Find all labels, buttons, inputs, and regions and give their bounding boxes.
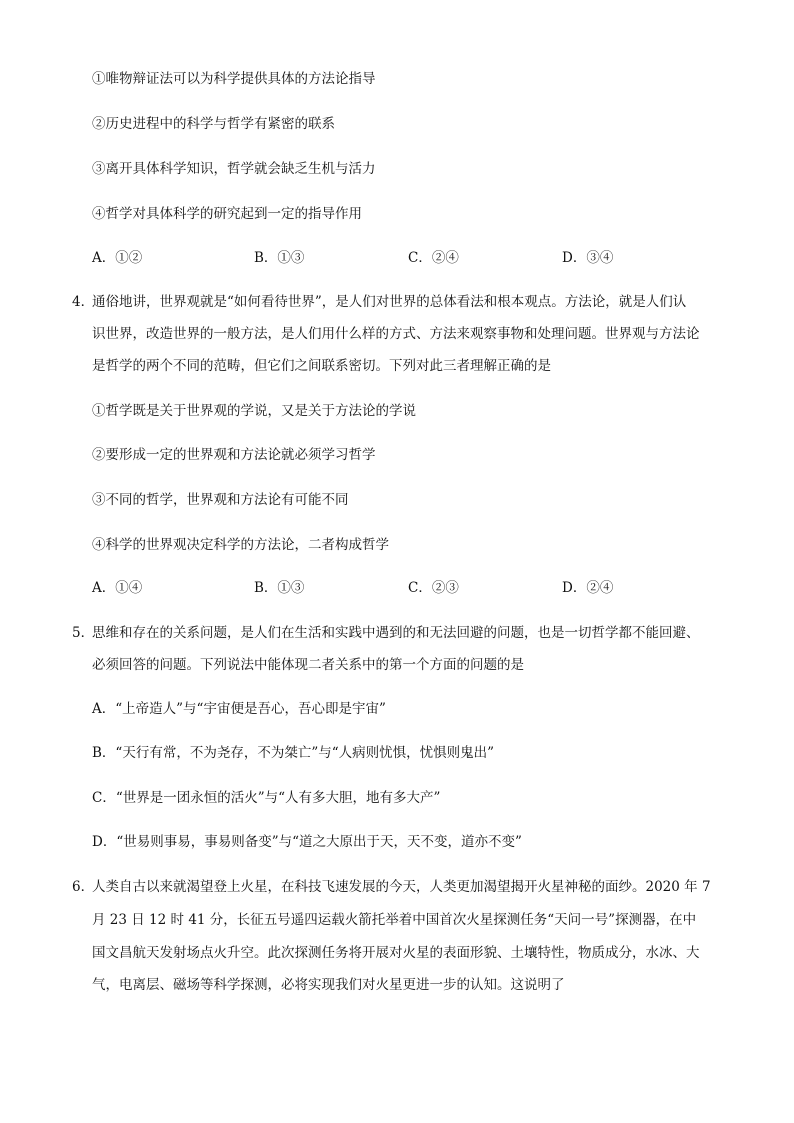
q3-options (92, 246, 732, 266)
q6-stem-line-4: 气，电离层、磁场等科学探测，必将实现我们对火星更进一步的认知。这说明了 (92, 977, 565, 993)
q3-option-c[interactable]: C．②④ (408, 250, 459, 266)
q6-stem-line-2: 月 23 日 12 时 41 分，长征五号遥四运载火箭托举着中国首次火星探测任务“天问一号”探测器，在中 (92, 912, 697, 928)
q4-options (92, 576, 732, 596)
q4-stem-line-2: 识世界，改造世界的一般方法，是人们用什么样的方式、方法来观察事物和处理问题。世界观与方法论 (92, 326, 700, 342)
q3-option-b[interactable]: B．①③ (254, 250, 305, 266)
q4-statement-4: ④科学的世界观决定科学的方法论，二者构成哲学 (92, 537, 389, 553)
q6-number: 6． (72, 879, 95, 895)
q5-number: 5． (72, 625, 95, 641)
q3-statement-2: ②历史进程中的科学与哲学有紧密的联系 (92, 116, 335, 132)
q3-statement-3: ③离开具体科学知识，哲学就会缺乏生机与活力 (92, 161, 376, 177)
q3-option-d[interactable]: D．③④ (562, 250, 614, 266)
q4-option-d[interactable]: D．②④ (562, 580, 614, 596)
q4-option-a[interactable]: A．①④ (92, 580, 143, 596)
q4-number: 4． (72, 294, 95, 310)
q5-option-c[interactable]: C．“世界是一团永恒的活火”与“人有多大胆，地有多大产” (92, 790, 441, 806)
q5-option-a[interactable]: A．“上帝造人”与“宇宙便是吾心，吾心即是宇宙” (92, 701, 386, 717)
q5-stem-line-2: 必须回答的问题。下列说法中能体现二者关系中的第一个方面的问题的是 (92, 657, 524, 673)
q4-stem-line-1: 通俗地讲，世界观就是“如何看待世界”，是人们对世界的总体看法和根本观点。方法论，就是人们认 (92, 294, 687, 310)
q4-statement-2: ②要形成一定的世界观和方法论就必须学习哲学 (92, 447, 376, 463)
q5-option-d[interactable]: D．“世易则事易，事易则备变”与“道之大原出于天，天不变，道亦不变” (92, 834, 522, 850)
q4-stem-line-3: 是哲学的两个不同的范畴，但它们之间联系密切。下列对此三者理解正确的是 (92, 358, 551, 374)
q6-stem-line-3: 国文昌航天发射场点火升空。此次探测任务将开展对火星的表面形貌、土壤特性，物质成分，水冰、大 (92, 945, 700, 961)
q6-stem-line-1: 人类自古以来就渴望登上火星，在科技飞速发展的今天，人类更加渴望揭开火星神秘的面纱。2020 年 7 (92, 879, 711, 895)
q5-stem-line-1: 思维和存在的关系问题，是人们在生活和实践中遇到的和无法回避的问题，也是一切哲学都不能回避、 (92, 625, 700, 641)
q4-option-b[interactable]: B．①③ (254, 580, 305, 596)
q4-statement-1: ①哲学既是关于世界观的学说，又是关于方法论的学说 (92, 403, 416, 419)
q3-statement-4: ④哲学对具体科学的研究起到一定的指导作用 (92, 206, 362, 222)
q3-statement-1: ①唯物辩证法可以为科学提供具体的方法论指导 (92, 71, 376, 87)
q4-statement-3: ③不同的哲学，世界观和方法论有可能不同 (92, 492, 349, 508)
q4-option-c[interactable]: C．②③ (408, 580, 459, 596)
q3-option-a[interactable]: A．①② (92, 250, 143, 266)
q5-option-b[interactable]: B．“天行有常，不为尧存，不为桀亡”与“人病则忧惧，忧惧则鬼出” (92, 745, 495, 761)
